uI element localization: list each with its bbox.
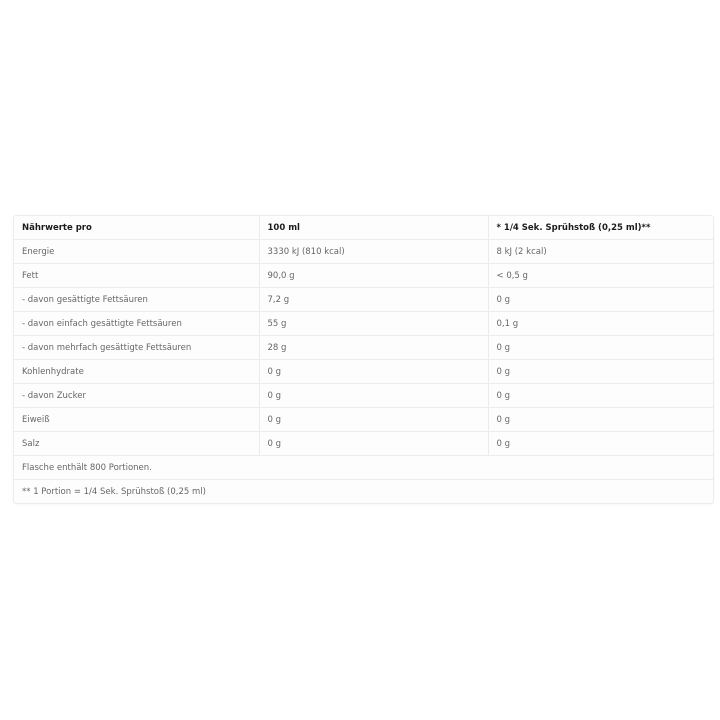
- table-row: [14, 312, 713, 336]
- value-per-100ml: 55 g: [259, 312, 488, 336]
- value-per-portion: 0 g: [488, 288, 713, 312]
- value-per-portion: 0 g: [488, 384, 713, 408]
- nutrient-label: Eiweiß: [14, 408, 259, 432]
- table-header-row: [14, 216, 713, 240]
- value-per-100ml: 0 g: [259, 408, 488, 432]
- value-per-100ml: 7,2 g: [259, 288, 488, 312]
- table-row: [14, 432, 713, 456]
- value-per-portion: 8 kJ (2 kcal): [488, 240, 713, 264]
- nutrient-label: Kohlenhydrate: [14, 360, 259, 384]
- nutrient-label: - davon gesättigte Fettsäuren: [14, 288, 259, 312]
- table-row: [14, 240, 713, 264]
- value-per-100ml: 0 g: [259, 384, 488, 408]
- table-row: [14, 384, 713, 408]
- value-per-portion: < 0,5 g: [488, 264, 713, 288]
- footnote-portion-definition: ** 1 Portion = 1/4 Sek. Sprühstoß (0,25 ml): [22, 486, 206, 497]
- nutrient-label: Fett: [14, 264, 259, 288]
- nutrient-label: - davon einfach gesättigte Fettsäuren: [14, 312, 259, 336]
- nutrition-table: [13, 215, 714, 504]
- value-per-100ml: 0 g: [259, 360, 488, 384]
- table-row: [14, 408, 713, 432]
- value-per-portion: 0 g: [488, 360, 713, 384]
- footnote-portions: Flasche enthält 800 Portionen.: [14, 456, 713, 480]
- header-per-100ml: 100 ml: [259, 216, 488, 240]
- header-nutrient: Nährwerte pro: [14, 216, 259, 240]
- nutrient-label: Energie: [14, 240, 259, 264]
- nutrient-label: Salz: [14, 432, 259, 456]
- value-per-portion: 0,1 g: [488, 312, 713, 336]
- value-per-100ml: 28 g: [259, 336, 488, 360]
- table-row: [14, 360, 713, 384]
- value-per-portion: 0 g: [488, 432, 713, 456]
- value-per-100ml: 90,0 g: [259, 264, 488, 288]
- table-row: [14, 264, 713, 288]
- footnote-row: [14, 480, 713, 504]
- value-per-100ml: 3330 kJ (810 kcal): [259, 240, 488, 264]
- value-per-portion: 0 g: [488, 336, 713, 360]
- footnote-row: [14, 456, 713, 480]
- nutrient-label: - davon mehrfach gesättigte Fettsäuren: [14, 336, 259, 360]
- table-row: [14, 336, 713, 360]
- nutrient-label: - davon Zucker: [14, 384, 259, 408]
- header-per-portion: * 1/4 Sek. Sprühstoß (0,25 ml)**: [488, 216, 713, 240]
- table-row: [14, 288, 713, 312]
- value-per-portion: 0 g: [488, 408, 713, 432]
- value-per-100ml: 0 g: [259, 432, 488, 456]
